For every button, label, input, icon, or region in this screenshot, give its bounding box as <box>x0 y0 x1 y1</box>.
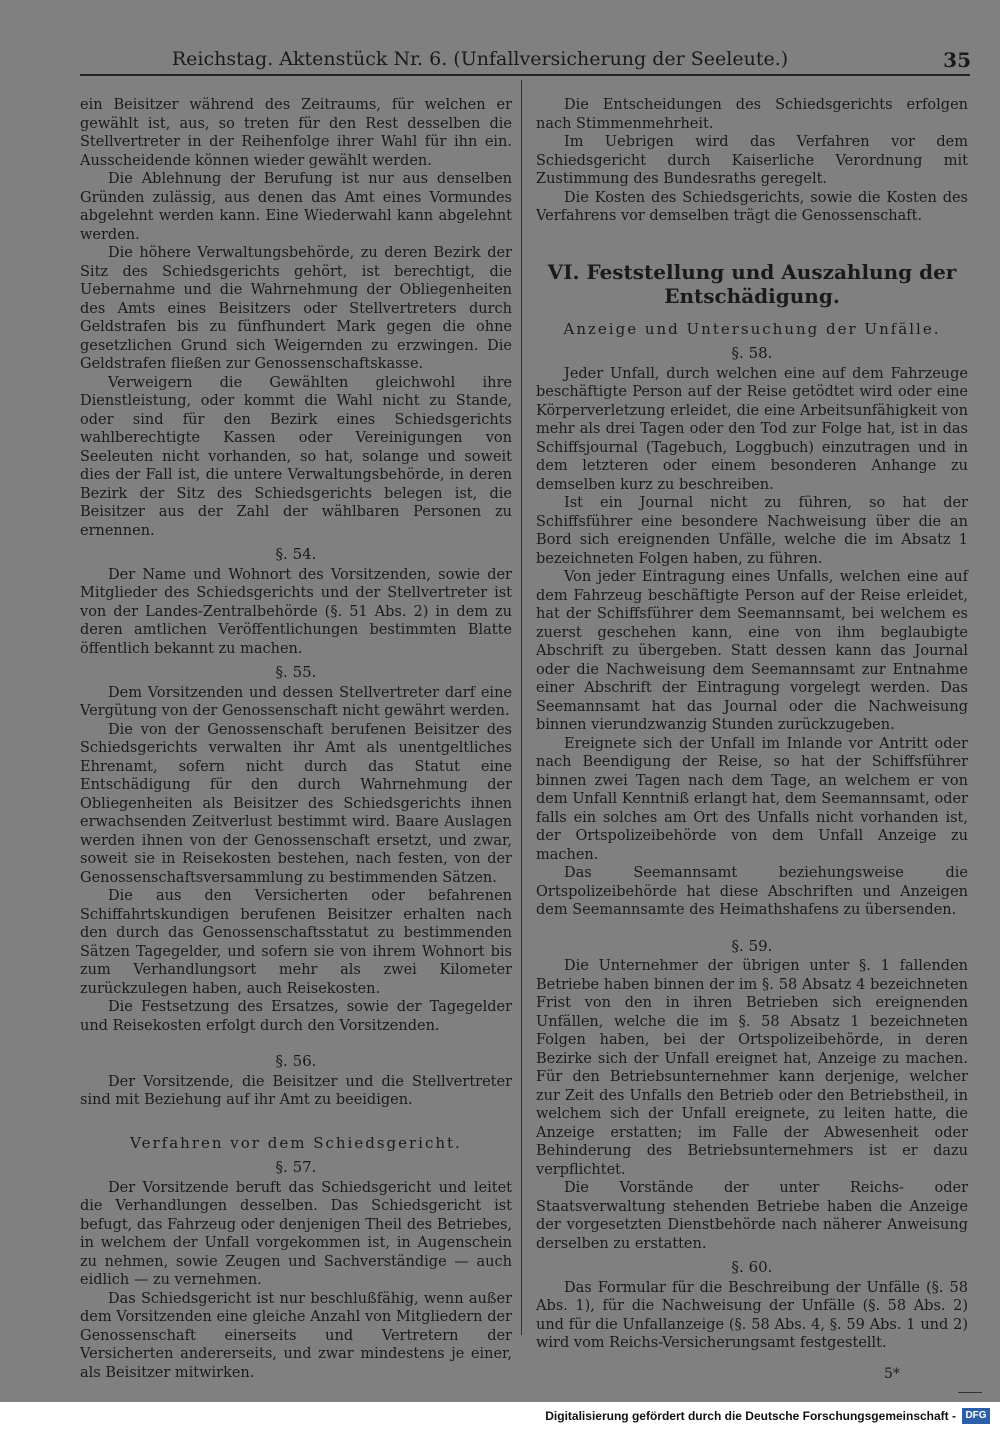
paragraph: Jeder Unfall, durch welchen eine auf dem Fahrzeuge beschäftigte Person auf der Reise getödtet wird oder eine Körperverletzung erleidet, die eine Arbeitsunfähigkeit von mehr als drei Tagen oder den Tod zur Folge hat, ist in das Schiffsjournal (Tagebuch, Loggbuch) einzutragen und in dem letzteren oder einem besonderen Anhange zu demselben kurz zu beschreiben. <box>536 365 968 493</box>
funding-notice: Digitalisierung gefördert durch die Deutsche Forschungsgemeinschaft - <box>545 1409 956 1423</box>
subheading: Verfahren vor dem Schiedsgericht. <box>130 1133 462 1152</box>
running-title: Reichstag. Aktenstück Nr. 6. (Unfallversicherung der Seeleute.) <box>171 48 789 70</box>
paragraph: Dem Vorsitzenden und dessen Stellvertreter darf eine Vergütung von der Genossenschaft nicht gewährt werden. <box>80 684 512 719</box>
section-number: §. 59. <box>731 936 773 955</box>
paragraph: Von jeder Eintragung eines Unfalls, welchen eine auf dem Fahrzeug beschäftigte Person auf der Reise erleidet, hat der Schiffsführer dem Seemannsamt, bei welchem es zuerst geschehen kann, eine von ihm beglaubigte Abschrift zu übergeben. Statt dessen kann das Journal oder die Nachweisung dem Seemannsamt zur Entnahme einer Abschrift der Eintragung vorgelegt werden. Das Seemannsamt hat das Journal oder die Nachweisung binnen vierundzwanzig Stunden zurückzugeben. <box>536 569 968 733</box>
column-divider <box>521 80 522 1335</box>
page-header <box>60 46 975 76</box>
section-number: §. 58. <box>731 344 773 362</box>
paragraph: Ist ein Journal nicht zu führen, so hat der Schiffsführer eine besondere Nachweisung über die an Bord sich ereignenden Unfälle, welche die im Absatz 1 bezeichneten Folgen haben, zu führen. <box>536 495 968 567</box>
section-number: §. 60. <box>731 1258 773 1276</box>
paragraph: Der Vorsitzende, die Beisitzer und die Stellvertreter sind mit Beziehung auf ihr Amt zu beeidigen. <box>80 1073 512 1108</box>
paragraph: Der Name und Wohnort des Vorsitzenden, sowie der Mitglieder des Schiedsgerichts und der Stellvertreter ist von der Landes-Zentralbehörde (§. 51 Abs. 2) in dem zu deren amtlichen Veröffentlichungen bestimmten Blatte öffentlich bekannt zu machen. <box>80 566 512 657</box>
right-column <box>536 96 968 1353</box>
paragraph: Das Schiedsgericht ist nur beschlußfähig, wenn außer dem Vorsitzenden eine gleiche Anzahl von Mitgliedern der Genossenschaft einerseits und Vertretern der Versicherten andererseits, und zwar mindestens je einer, als Beisitzer mitwirken. <box>80 1290 512 1381</box>
subheading: Anzeige und Untersuchung der Unfälle. <box>563 319 941 338</box>
paragraph: Die höhere Verwaltungsbehörde, zu deren Bezirk der Sitz des Schiedsgerichts gehört, ist berechtigt, die Uebernahme und die Wahrnehmung der Obliegenheiten des Amts eines Beisitzers oder Stellvertreters durch Geldstrafen bis zu fünfhundert Mark gegen die ohne gesetzlichen Grund sich Weigernden zu erzwingen. Die Geldstrafen fließen zur Genossenschaftskasse. <box>80 245 512 372</box>
paragraph: Die Festsetzung des Ersatzes, sowie der Tagegelder und Reisekosten erfolgt durch den Vorsitzenden. <box>80 999 512 1034</box>
paragraph: Im Uebrigen wird das Verfahren vor dem Schiedsgericht durch Kaiserliche Verordnung mit Zustimmung des Bundesraths geregelt. <box>536 134 968 187</box>
section-number: §. 56. <box>275 1052 317 1070</box>
corner-rule <box>958 1392 982 1393</box>
paragraph: Der Vorsitzende beruft das Schiedsgericht und leitet die Verhandlungen desselben. Das Schiedsgericht ist befugt, das Fahrzeug oder denjenigen Theil des Betriebes, in welchem der Unfall vorgekommen ist, in Augenschein zu nehmen, sowie Zeugen und Sachverständige — auch eidlich — zu vernehmen. <box>80 1179 512 1288</box>
header-rule <box>80 74 970 76</box>
section-number: §. 57. <box>275 1158 317 1176</box>
paragraph: Die Kosten des Schiedsgerichts, sowie die Kosten des Verfahrens vor demselben trägt die Genossenschaft. <box>536 189 968 224</box>
paragraph: Ereignete sich der Unfall im Inlande vor Antritt oder nach Beendigung der Reise, so hat der Schiffsführer binnen zwei Tagen nach dem Tage, an welchem er von dem Unfall Kenntniß erlangt hat, dem Seemannsamt, oder falls ein solches am Ort des Unfalls nicht vorhanden ist, der Ortspolizeibehörde von dem Unfall Anzeige zu machen. <box>536 735 968 863</box>
paragraph: Die Vorstände der unter Reichs- oder Staatsverwaltung stehenden Betriebe haben die Anzeige der vorgesetzten Dienstbehörde nach näherer Anweisung derselben zu erstatten. <box>536 1180 968 1252</box>
paragraph: Die Unternehmer der übrigen unter §. 1 fallenden Betriebe haben binnen der im §. 58 Absatz 4 bezeichneten Frist von den in ihren Betrieben sich ereignenden Unfällen, welche die im §. 58 Absatz 1 bezeichneten Folgen haben, bei der Ortspolizeibehörde, in deren Bezirke sich der Unfall ereignet hat, Anzeige zu machen. Für den Betriebsunternehmer kann derjenige, welcher zur Zeit des Unfalls den Betrieb oder den Betriebstheil, in welchem sich der Unfall ereignete, zu leiten hatte, die Anzeige erstatten; im Falle der Abwesenheit oder Behinderung des Betriebsunternehmers ist er dazu verpflichtet. <box>536 958 968 1178</box>
paragraph: Die aus den Versicherten oder befahrenen Schiffahrtskundigen berufenen Beisitzer erhalten nach den durch das Genossenschaftsstatut zu bestimmenden Sätzen Tagegelder, und sofern sie von ihrem Wohnort bis zum Verhandlungsort mehr als zwei Kilometer zurückzulegen haben, auch Reisekosten. <box>80 888 512 997</box>
paragraph: ein Beisitzer während des Zeitraums, für welchen er gewählt ist, aus, so treten für den Rest desselben die Stellvertreter in der Reihenfolge ihrer Wahl für ihn ein. Ausscheidende können wieder gewählt werden. <box>80 97 512 169</box>
paragraph: Das Formular für die Beschreibung der Unfälle (§. 58 Abs. 1), für die Nachweisung der Unfälle (§. 58 Abs. 2) und für die Unfallanzeige (§. 58 Abs. 4, §. 59 Abs. 1 und 2) wird vom Reichs-Versicherungsamt festgestellt. <box>536 1279 968 1351</box>
page-number: 35 <box>943 48 971 72</box>
dfg-logo-icon: DFG <box>962 1408 990 1424</box>
paragraph: Das Seemannsamt beziehungsweise die Ortspolizeibehörde hat diese Abschriften und Anzeigen dem Seemannsamte des Heimathshafens zu übersenden. <box>536 865 968 918</box>
signature-mark: 5* <box>884 1366 900 1382</box>
paragraph: Die Entscheidungen des Schiedsgerichts erfolgen nach Stimmenmehrheit. <box>536 97 968 132</box>
section-number: §. 55. <box>275 663 317 681</box>
paragraph: Verweigern die Gewählten gleichwohl ihre Dienstleistung, oder kommt die Wahl nicht zu Stande, oder sind für den Bezirk eines Schiedsgerichts wahlberechtigte Kassen oder Vereinigungen von Seeleuten nicht vorhanden, so hat, solange und soweit dies der Fall ist, die untere Verwaltungsbehörde, in deren Bezirk der Sitz des Schiedsgerichts belegen ist, die Beisitzer aus der Zahl der wählbaren Personen zu ernennen. <box>80 374 512 539</box>
left-column <box>80 96 512 1382</box>
paragraph: Die Ablehnung der Berufung ist nur aus denselben Gründen zulässig, aus denen das Amt eines Vormundes abgelehnt werden kann. Eine Wiederwahl kann abgelehnt werden. <box>80 171 512 243</box>
chapter-heading: VI. Feststellung und Auszahlung der Entschädigung. <box>547 259 957 308</box>
section-number: §. 54. <box>275 545 317 563</box>
footer-bar <box>0 1402 1000 1432</box>
paragraph: Die von der Genossenschaft berufenen Beisitzer des Schiedsgerichts verwalten ihr Amt als unentgeltliches Ehrenamt, sofern nicht durch das Statut eine Entschädigung für den durch Wahrnehmung der Obliegenheiten als Beisitzer des Schiedsgerichts ihnen erwachsenden Zeitverlust bestimmt wird. Baare Auslagen werden ihnen von der Genossenschaft ersetzt, und zwar, soweit sie in Reisekosten bestehen, nach festen, von der Genossenschaftsversammlung zu bestimmenden Sätzen. <box>80 721 512 886</box>
